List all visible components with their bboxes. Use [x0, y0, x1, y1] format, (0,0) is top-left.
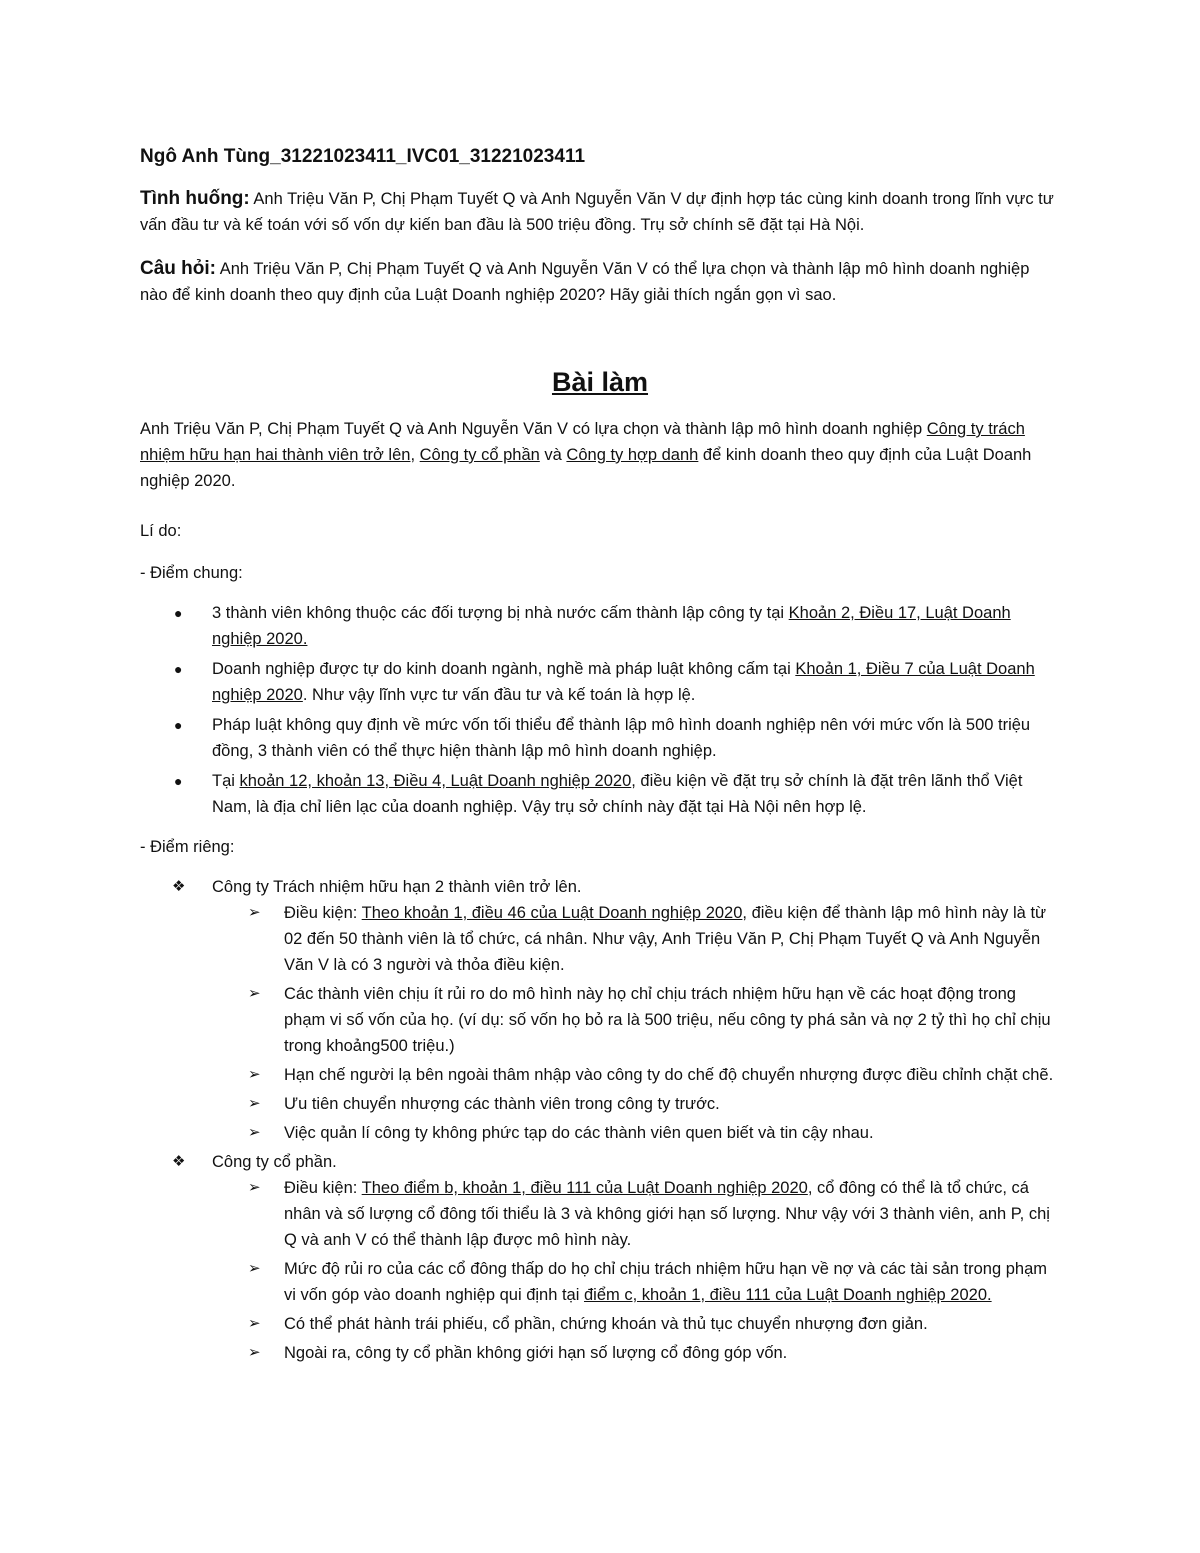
diamond-bullet-icon: ❖: [172, 1153, 186, 1170]
list-item: ● Tại khoản 12, khoản 13, Điều 4, Luật Doanh nghiệp 2020, điều kiện về đặt trụ sở chính là đặt trên lãnh thổ Việt Nam, là địa chỉ liên lạc của doanh nghiệp. Vậy trụ sở chính này đặt tại Hà Nội nên hợp lệ.: [212, 768, 1060, 820]
company-type-jsc: Công ty cổ phần.: [212, 1153, 337, 1171]
section-title: Bài làm: [551, 367, 649, 397]
arrow-bullet-icon: ➢: [248, 1260, 261, 1277]
arrow-bullet-icon: ➢: [248, 1095, 261, 1112]
question-paragraph: [140, 256, 1060, 308]
diamond-bullet-icon: ❖: [172, 878, 186, 895]
reason-label: Lí do:: [140, 522, 182, 540]
bullet-icon: ●: [174, 605, 183, 621]
arrow-bullet-icon: ➢: [248, 1315, 261, 1332]
list-item: ➢ Có thể phát hành trái phiếu, cổ phần, chứng khoán và thủ tục chuyển nhượng đơn giản.: [284, 1311, 1060, 1337]
list-item: ● Pháp luật không quy định về mức vốn tối thiểu để thành lập mô hình doanh nghiệp nên với mức vốn là 500 triệu đồng, 3 thành viên có thể thực hiện thành lập mô hình doanh nghiệp.: [212, 712, 1060, 764]
jsc-points-list: [212, 1175, 1060, 1366]
answer-paragraph: Anh Triệu Văn P, Chị Phạm Tuyết Q và Anh Nguyễn Văn V có lựa chọn và thành lập mô hình doanh nghiệp Công ty trách nhiệm hữu hạn hai thành viên trở lên, Công ty cổ phần và Công ty hợp danh để kinh doanh theo quy định của Luật Doanh nghiệp 2020.: [140, 420, 1032, 490]
bullet-icon: ●: [174, 661, 183, 677]
list-item: ➢ Điều kiện: Theo khoản 1, điều 46 của Luật Doanh nghiệp 2020, điều kiện để thành lập mô hình này là từ 02 đến 50 thành viên là tổ chức, cá nhân. Như vậy, Anh Triệu Văn P, Chị Phạm Tuyết Q và Anh Nguyễn Văn V là có 3 người và thỏa điều kiện.: [284, 900, 1060, 978]
list-item: ● Doanh nghiệp được tự do kinh doanh ngành, nghề mà pháp luật không cấm tại Khoản 1, Điều 7 của Luật Doanh nghiệp 2020. Như vậy lĩnh vực tư vấn đầu tư và kế toán là hợp lệ.: [212, 656, 1060, 708]
arrow-bullet-icon: ➢: [248, 1124, 261, 1141]
situation-label: Tình huống:: [140, 188, 250, 209]
list-item: ➢ Điều kiện: Theo điểm b, khoản 1, điều 111 của Luật Doanh nghiệp 2020, cổ đông có thể là tổ chức, cá nhân và số lượng cổ đông tối thiểu là 3 và không giới hạn số lượng. Như vậy với 3 thành viên, anh P, chị Q và anh V có thể thành lập được mô hình này.: [284, 1175, 1060, 1253]
situation-paragraph: [140, 186, 1060, 238]
list-item: ➢ Việc quản lí công ty không phức tạp do các thành viên quen biết và tin cậy nhau.: [284, 1120, 1060, 1146]
company-type-llc: Công ty Trách nhiệm hữu hạn 2 thành viên trở lên.: [212, 878, 582, 896]
arrow-bullet-icon: ➢: [248, 1066, 261, 1083]
question-text: Anh Triệu Văn P, Chị Phạm Tuyết Q và Anh Nguyễn Văn V có thể lựa chọn và thành lập mô hình doanh nghiệp nào để kinh doanh theo quy định của Luật Doanh nghiệp 2020? Hãy giải thích ngắn gọn vì sao.: [140, 260, 1030, 304]
common-points-list: [140, 600, 1060, 820]
document-body: [140, 140, 1060, 1369]
arrow-bullet-icon: ➢: [248, 1344, 261, 1361]
bullet-icon: ●: [174, 773, 183, 789]
situation-text: Anh Triệu Văn P, Chị Phạm Tuyết Q và Anh Nguyễn Văn V dự định hợp tác cùng kinh doanh trong lĩnh vực tư vấn đầu tư và kế toán với số vốn dự kiến ban đầu là 500 triệu đồng. Trụ sở chính sẽ đặt tại Hà Nội.: [140, 190, 1054, 234]
list-item: ➢ Các thành viên chịu ít rủi ro do mô hình này họ chỉ chịu trách nhiệm hữu hạn về các hoạt động trong phạm vi số vốn của họ. (ví dụ: số vốn họ bỏ ra là 500 triệu, nếu công ty phá sản và nợ 2 tỷ thì họ chỉ chịu trong khoảng500 triệu.): [284, 981, 1060, 1059]
arrow-bullet-icon: ➢: [248, 1179, 261, 1196]
list-item: ➢ Ngoài ra, công ty cổ phần không giới hạn số lượng cổ đông góp vốn.: [284, 1340, 1060, 1366]
common-points-label: - Điểm chung:: [140, 564, 243, 582]
answer-link-partnership: Công ty hợp danh: [566, 446, 699, 464]
list-item: ● 3 thành viên không thuộc các đối tượng bị nhà nước cấm thành lập công ty tại Khoản 2, Điều 17, Luật Doanh nghiệp 2020.: [212, 600, 1060, 652]
llc-points-list: [212, 900, 1060, 1146]
arrow-bullet-icon: ➢: [248, 904, 261, 921]
specific-points-list: [140, 874, 1060, 1366]
list-item: [172, 1149, 1060, 1366]
question-label: Câu hỏi:: [140, 258, 216, 279]
list-item: ➢ Hạn chế người lạ bên ngoài thâm nhập vào công ty do chế độ chuyển nhượng được điều chỉnh chặt chẽ.: [284, 1062, 1060, 1088]
list-item: ➢ Mức độ rủi ro của các cổ đông thấp do họ chỉ chịu trách nhiệm hữu hạn về nợ và các tài sản trong phạm vi vốn góp vào doanh nghiệp qui định tại điểm c, khoản 1, điều 111 của Luật Doanh nghiệp 2020.: [284, 1256, 1060, 1308]
list-item: [172, 874, 1060, 1146]
list-item: ➢ Ưu tiên chuyển nhượng các thành viên trong công ty trước.: [284, 1091, 1060, 1117]
specific-points-label: - Điểm riêng:: [140, 838, 235, 856]
arrow-bullet-icon: ➢: [248, 985, 261, 1002]
answer-link-llc: Công ty trách nhiệm hữu hạn hai thành viên trở lên: [140, 420, 1025, 464]
answer-link-jsc: Công ty cổ phần: [419, 446, 540, 464]
bullet-icon: ●: [174, 717, 183, 733]
student-header: Ngô Anh Tùng_31221023411_IVC01_31221023411: [140, 146, 586, 167]
